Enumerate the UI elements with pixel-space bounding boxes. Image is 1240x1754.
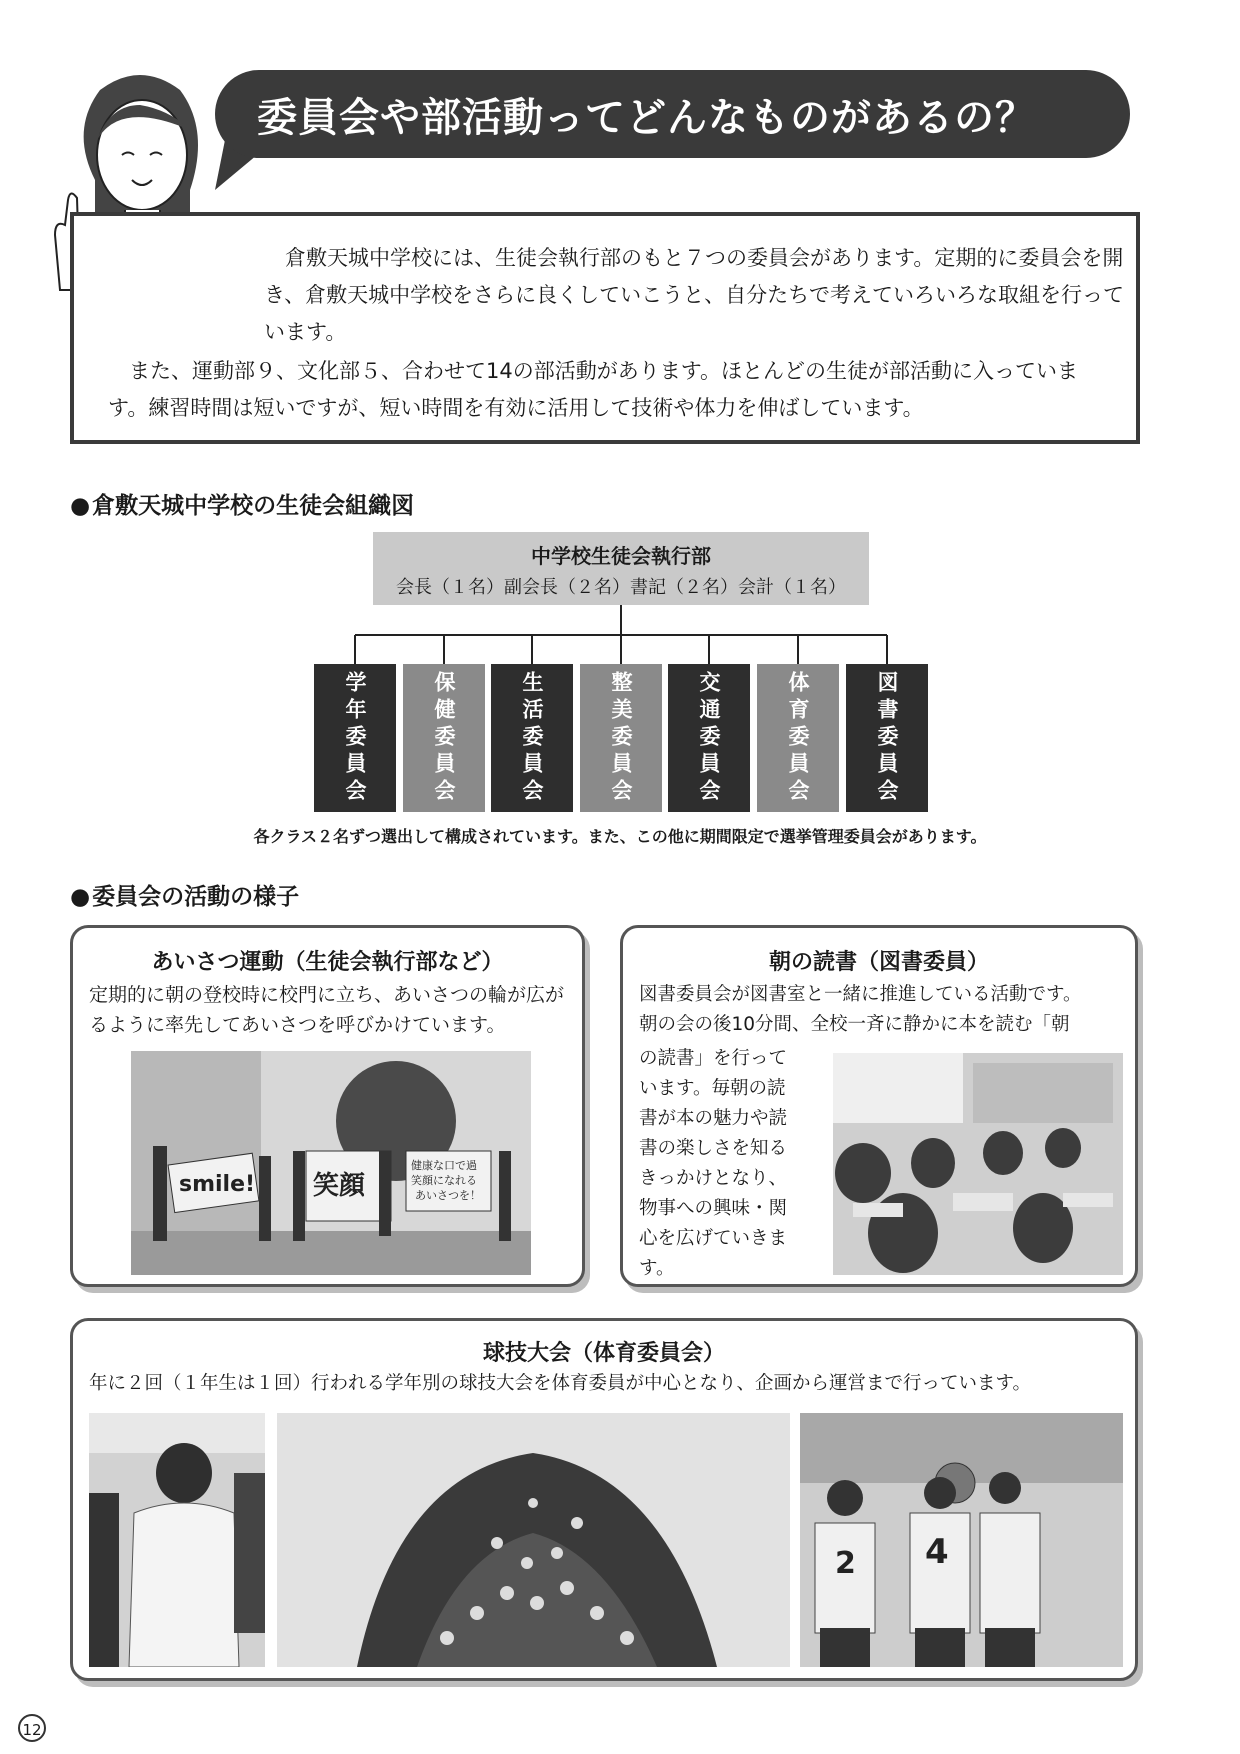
sports-card (70, 1318, 1138, 1681)
reading-line-2: 朝の会の後10分間、全校一斉に静かに本を読む「朝 (639, 1014, 1070, 1035)
committee-library: 図書委員会 (846, 664, 928, 812)
page-number: 12 (18, 1714, 46, 1742)
committee-traffic: 交通委員会 (668, 664, 750, 812)
reading-photo (833, 1053, 1123, 1275)
page-title-text: 委員会や部活動ってどんなものがあるの？ (257, 94, 1036, 141)
intro-paragraph-1: 倉敷天城中学校には、生徒会執行部のもと７つの委員会があります。定期的に委員会を開き、倉敷天城中学校をさらに良くしていこうと、自分たちで考えていろいろな取組を行っています。 (264, 246, 1124, 344)
greeting-photo (131, 1051, 531, 1275)
reading-line-1: 図書委員会が図書室と一緒に推進している活動です。 (639, 984, 1082, 1005)
sports-title: 球技大会（体育委員会） (482, 1341, 725, 1366)
reading-card (620, 925, 1138, 1287)
reading-rest-line: す。 (639, 1258, 675, 1279)
greeting-title: あいさつ運動（生徒会執行部など） (151, 950, 504, 975)
sports-photo-basketball (800, 1413, 1123, 1667)
banner-health-1: 健康な口で過 (411, 1159, 477, 1172)
org-note: 各クラス２名ずつ選出して構成されています。また、この他に期間限定で選挙管理委員会があります。 (253, 827, 987, 846)
exec-members: 会長（１名）副会長（２名）書記（２名）会計（１名） (396, 577, 846, 598)
activities-section-title-text: 委員会の活動の様子 (92, 884, 300, 910)
svg-text:2: 2 (835, 1546, 856, 1581)
greeting-body: 定期的に朝の登校時に校門に立ち、あいさつの輪が広がるように率先してあいさつを呼びかけています。 (89, 984, 565, 1036)
banner-smile: smile! (179, 1172, 256, 1197)
reading-body (623, 976, 1135, 1040)
intro-paragraph-2: また、運動部９、文化部５、合わせて14の部活動があります。ほとんどの生徒が部活動に入っています。練習時間は短いですが、短い時間を有効に活用して技術や体力を伸ばしています。 (108, 359, 1079, 420)
reading-body-rest (639, 1044, 829, 1284)
org-section-title (70, 487, 414, 520)
banner-health-2: 笑顔になれる (411, 1174, 477, 1187)
banner-health-3: あいさつを！ (415, 1189, 481, 1202)
committee-life: 生活委員会 (491, 664, 573, 812)
reading-title: 朝の読書（図書委員） (768, 950, 989, 975)
reading-rest-line: 書の楽しさを知る (639, 1138, 788, 1159)
greeting-card (70, 925, 585, 1287)
exec-board (373, 532, 869, 605)
banner-egao: 笑顔 (313, 1171, 366, 1201)
reading-rest-line: 心を広げていきま (639, 1228, 788, 1249)
reading-rest-line: 書が本の魅力や読 (639, 1108, 788, 1129)
committee-health: 保健委員会 (403, 664, 485, 812)
committee-grade: 学年委員会 (314, 664, 396, 812)
intro-box (70, 212, 1140, 444)
sports-photo-hug (89, 1413, 265, 1667)
org-section-title-text: 倉敷天城中学校の生徒会組織図 (92, 493, 415, 519)
committee-cleanup: 整美委員会 (580, 664, 662, 812)
bullet-icon: ● (70, 884, 91, 910)
reading-rest-line: 物事への興味・関 (639, 1198, 788, 1219)
reading-rest-line: の読書」を行って (639, 1048, 788, 1069)
reading-rest-line: います。毎朝の読 (639, 1078, 786, 1099)
sports-body: 年に２回（１年生は１回）行われる学年別の球技大会を体育委員が中心となり、企画から運営まで行っています。 (89, 1373, 1032, 1394)
activities-section-title (70, 878, 299, 911)
reading-rest-line: きっかけとなり、 (639, 1168, 788, 1189)
bullet-icon: ● (70, 493, 91, 519)
svg-text:4: 4 (925, 1532, 949, 1572)
committee-sports: 体育委員会 (757, 664, 839, 812)
page-title (215, 70, 1130, 158)
exec-title: 中学校生徒会執行部 (531, 544, 711, 568)
sports-photo-group (277, 1413, 790, 1667)
